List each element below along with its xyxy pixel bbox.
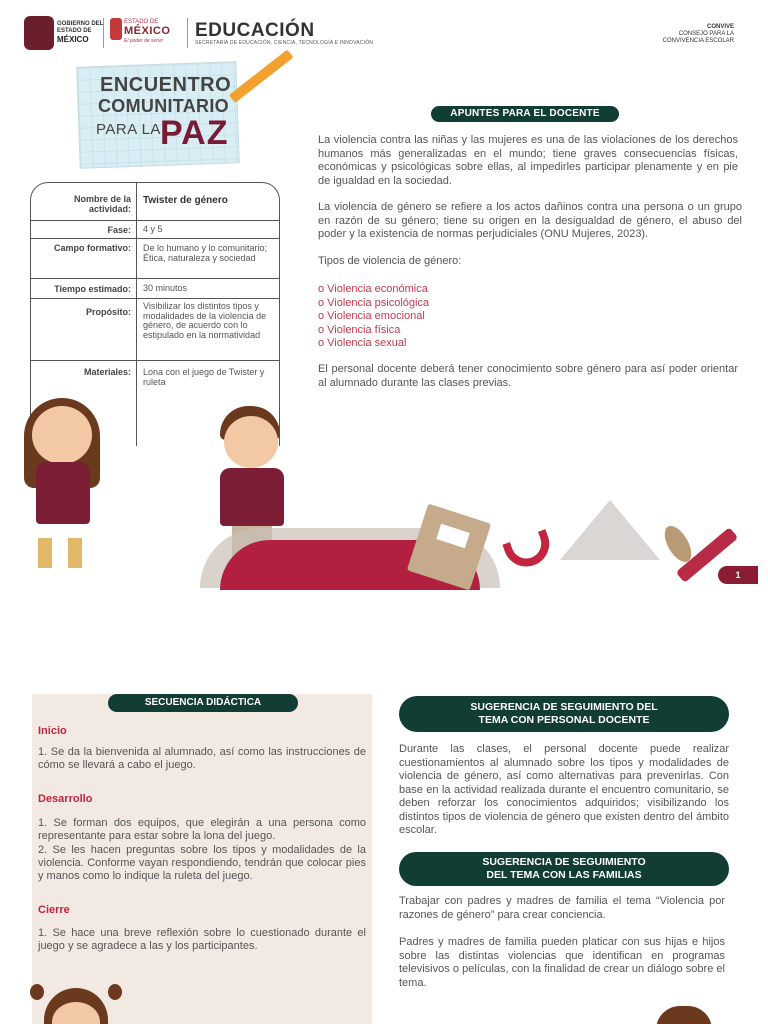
gobierno-logo-text [57, 21, 103, 44]
educacion-title: EDUCACIÓN [195, 20, 315, 41]
info-label: Tiempo estimado: [54, 284, 131, 294]
title-line-3: PARA LA [96, 121, 161, 138]
list-item: o Violencia económica [318, 283, 428, 295]
edomex-line-2: MÉXICO [124, 25, 171, 37]
info-value: Lona con el juego de Twister y ruleta [136, 361, 280, 446]
heading-line-2: DEL TEMA CON LAS FAMILIAS [486, 869, 642, 881]
convive-logo [663, 24, 734, 45]
list-item: o Violencia física [318, 323, 401, 336]
info-row-nombre [31, 183, 280, 221]
edomex-tagline: El poder de servir [124, 38, 164, 44]
boy-illustration [656, 1006, 716, 1024]
violence-types-list [318, 283, 429, 351]
apuntes-paragraph-3: Tipos de violencia de género: [318, 255, 462, 267]
info-row-proposito [31, 299, 280, 361]
convive-line-2: CONSEJO PARA LA [678, 31, 734, 37]
info-label: Materiales: [83, 367, 131, 377]
info-value: Twister de género [136, 183, 280, 220]
page-number: 1 [718, 566, 758, 584]
educacion-subtitle: SECRETARÍA DE EDUCACIÓN, CIENCIA, TECNOLOGÍA E INNOVACIÓN [195, 40, 374, 46]
magnet-icon [502, 529, 555, 573]
info-label: Propósito: [86, 307, 131, 317]
inicio-heading: Inicio [38, 725, 67, 737]
seguimiento-docente-text: Durante las clases, el personal docente puede realizar cuestionamientos al alumnado sobre los tipos y modalidades de violencia de género, así como alternativas para prevenirlas. Con base en la actividad realizada durante el encuentro comunitario, se deben reforzar los conocimientos adquiridos; visibilizando los distintos tipos de violencia de género que existen dentro del ámbito escolar. [399, 743, 729, 836]
edomex-logo-text [124, 18, 170, 45]
set-square-icon [560, 500, 660, 560]
desarrollo-text-2: 2. Se les hacen preguntas sobre los tipos y modalidades de la violencia. Conforme vayan respondiendo, tendrán que colocar pies y manos como lo indique la ruleta del juego. [38, 844, 366, 883]
inicio-text: 1. Se da la bienvenida al alumnado, así como las instrucciones de cómo se llevará a cabo el juego. [38, 746, 366, 772]
info-value: 30 minutos [136, 279, 280, 298]
girl-illustration [20, 398, 120, 578]
title-line-2: COMUNITARIO [98, 96, 229, 116]
secuencia-heading: SECUENCIA DIDÁCTICA [108, 694, 298, 712]
desarrollo-text-1: 1. Se forman dos equipos, que elegirán a una persona como representante para estar sobre la lona del juego. [38, 817, 366, 843]
info-row-fase [31, 221, 280, 239]
info-value: De lo humano y lo comunitario; Ética, naturaleza y sociedad [136, 239, 280, 278]
apuntes-paragraph-1: La violencia contra las niñas y las mujeres es una de las violaciones de los derechos humanos más generalizadas en el mundo; tiene graves consecuencias físicas, económicas y psicológicas sobre ellas, al impedirles participar plenamente y en pie de igualdad en la sociedad. [318, 134, 738, 187]
seguimiento-docente-heading [399, 696, 729, 732]
cierre-text: 1. Se hace una breve reflexión sobre lo cuestionado durante el juego y se agradece a las y los participantes. [38, 927, 366, 953]
convive-line-1: CONVIVE [706, 24, 734, 30]
info-label: Fase: [107, 225, 131, 235]
seguimiento-familias-text-1: Trabajar con padres y madres de familia el tema “Violencia por razones de género” para crear conciencia. [399, 895, 725, 921]
gob-line-3: MÉXICO [57, 35, 89, 44]
edomex-mark-logo [110, 18, 122, 40]
header-divider [187, 18, 188, 48]
cierre-heading: Cierre [38, 904, 70, 916]
pencil-icon [229, 50, 293, 103]
heading-line-2: TEMA CON PERSONAL DOCENTE [478, 714, 650, 726]
info-row-campo [31, 239, 280, 279]
list-item: o Violencia emocional [318, 310, 425, 322]
gobierno-seal-logo [24, 16, 54, 50]
edomex-line-1: ESTADO DE [124, 19, 159, 25]
apuntes-paragraph-2: La violencia de género se refiere a los actos dañinos contra una persona o un grupo en razón de su género; tiene su origen en la desigualdad de género, el abuso del poder y la existencia de normas perjudiciales (ONU Mujeres, 2023). [318, 201, 742, 240]
heading-line-1: SUGERENCIA DE SEGUIMIENTO DEL [470, 701, 658, 713]
apuntes-heading: APUNTES PARA EL DOCENTE [431, 106, 619, 122]
desarrollo-heading: Desarrollo [38, 793, 93, 805]
info-row-tiempo [31, 279, 280, 299]
girl-illustration [26, 980, 126, 1024]
header-divider [103, 18, 104, 48]
list-item: o Violencia sexual [318, 337, 407, 349]
title-line-4: PAZ [160, 114, 229, 152]
title-line-1: ENCUENTRO [100, 74, 232, 96]
heading-line-1: SUGERENCIA DE SEGUIMIENTO [482, 856, 646, 868]
gob-line-1: GOBIERNO DEL [57, 21, 104, 27]
seguimiento-familias-text-2: Padres y madres de familia pueden platicar con sus hijas e hijos sobre las distintas violencias que identifican en programas televisivos o películas, con la finalidad de crear un diálogo sobre el tema. [399, 936, 725, 989]
seguimiento-familias-heading [399, 852, 729, 886]
apuntes-paragraph-4: El personal docente deberá tener conocimiento sobre género para así poder orientar al alumnado durante las clases previas. [318, 363, 738, 389]
gob-line-2: ESTADO DE [57, 28, 92, 34]
convive-line-3: CONVIVENCIA ESCOLAR [662, 38, 734, 44]
info-value: 4 y 5 [136, 221, 280, 238]
info-value: Visibilizar los distintos tipos y modalidades de la violencia de género, de acuerdo con lo estipulado en la normatividad [136, 299, 280, 360]
info-label: Campo formativo: [53, 243, 131, 253]
info-label: Nombre de la actividad: [73, 194, 131, 214]
list-item: o Violencia psicológica [318, 296, 430, 309]
